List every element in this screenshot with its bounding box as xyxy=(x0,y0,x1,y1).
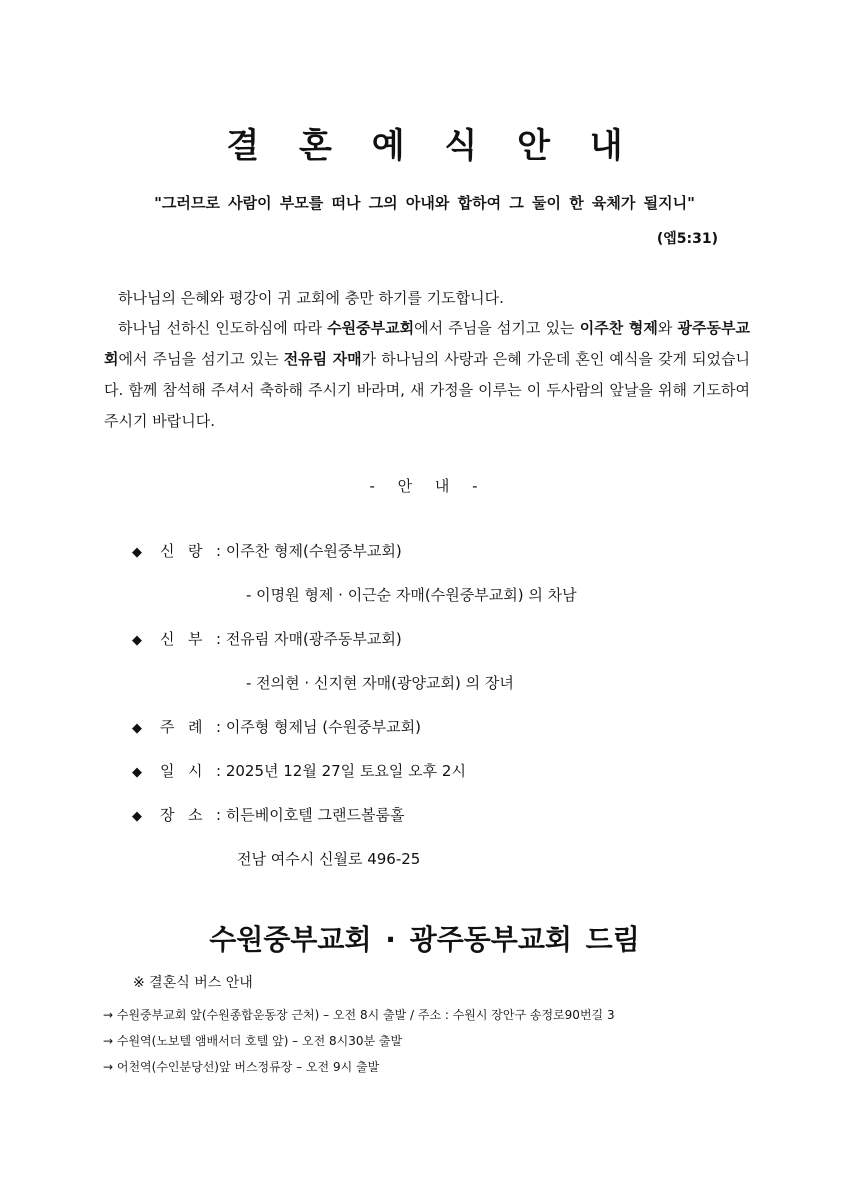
detail-label xyxy=(160,540,216,561)
document-title: 결 혼 예 식 안 내 xyxy=(226,126,637,166)
label-char: 례 xyxy=(188,718,203,736)
detail-value: : 이주형 형제님 (수원중부교회) xyxy=(216,718,421,736)
bus-info-heading: ※ 결혼식 버스 안내 xyxy=(133,975,253,991)
detail-row-officiant xyxy=(132,716,421,737)
detail-sub-groom-parents: - 이명원 형제 · 이근순 자매(수원중부교회) 의 차남 xyxy=(246,586,577,604)
body-paragraph xyxy=(104,313,750,437)
label-char: 일 xyxy=(160,762,175,780)
label-char: 신 xyxy=(160,542,175,560)
body-text-4: 에서 주님을 섬기고 있는 xyxy=(118,350,284,368)
detail-value: : 2025년 12월 27일 토요일 오후 2시 xyxy=(216,762,466,780)
diamond-bullet-icon: ◆ xyxy=(132,765,142,780)
verse-reference: (엡5:31) xyxy=(656,231,718,247)
body-text-3: 와 xyxy=(657,319,678,337)
diamond-bullet-icon: ◆ xyxy=(132,633,142,648)
greeting-text: 하나님의 은혜와 평강이 귀 교회에 충만 하기를 기도합니다. xyxy=(118,289,504,307)
bus-info-item: → 수원역(노보텔 앰배서더 호텔 앞) – 오전 8시30분 출발 xyxy=(103,1034,403,1048)
detail-value: : 이주찬 형제(수원중부교회) xyxy=(216,542,402,560)
detail-value: : 히든베이호텔 그랜드볼룸홀 xyxy=(216,806,405,824)
detail-label xyxy=(160,628,216,649)
info-heading: - 안 내 - xyxy=(369,477,480,495)
detail-row-bride xyxy=(132,628,402,649)
diamond-bullet-icon: ◆ xyxy=(132,721,142,736)
label-char: 소 xyxy=(188,806,203,824)
detail-sub-bride-parents: - 전의현 · 신지현 자매(광양교회) 의 장녀 xyxy=(246,674,514,692)
greeting-paragraph xyxy=(104,283,750,314)
bible-verse: "그러므로 사람이 부모를 떠나 그의 아내와 합하여 그 둘이 한 육체가 될지니" xyxy=(154,194,695,212)
detail-label xyxy=(160,804,216,825)
detail-row-venue xyxy=(132,804,404,825)
bride-name: 전유림 자매 xyxy=(283,350,362,368)
diamond-bullet-icon: ◆ xyxy=(132,809,142,824)
detail-row-groom xyxy=(132,540,402,561)
detail-row-datetime xyxy=(132,760,466,781)
label-char: 주 xyxy=(160,718,175,736)
bus-info-item: → 수원중부교회 앞(수원종합운동장 근처) – 오전 8시 출발 / 주소 : 수원시 장안구 송정로90번길 3 xyxy=(103,1008,615,1022)
body-text-2: 에서 주님을 섬기고 있는 xyxy=(414,319,580,337)
label-char: 랑 xyxy=(188,542,203,560)
label-char: 장 xyxy=(160,806,175,824)
detail-value: : 전유림 자매(광주동부교회) xyxy=(216,630,402,648)
label-char: 신 xyxy=(160,630,175,648)
signature: 수원중부교회 · 광주동부교회 드림 xyxy=(209,923,640,956)
detail-sub-venue-address: 전남 여수시 신월로 496-25 xyxy=(237,850,421,868)
body-text-5: 가 하나님의 사랑과 은혜 가운데 혼인 예식을 갖게 되었습니다. 함께 참석해 주셔서 축하해 주시기 바라며, 새 가정을 이루는 이 두사람의 앞날을 위해 기도하여 주시기 바랍니다. xyxy=(104,350,750,430)
diamond-bullet-icon: ◆ xyxy=(132,545,142,560)
label-char: 부 xyxy=(188,630,203,648)
label-char: 시 xyxy=(188,762,203,780)
bus-info-item: → 어천역(수인분당선)앞 버스정류장 – 오전 9시 출발 xyxy=(103,1060,380,1074)
groom-church: 수원중부교회 xyxy=(327,319,415,337)
groom-name: 이주찬 형제 xyxy=(579,319,658,337)
body-text-1: 하나님 선하신 인도하심에 따라 xyxy=(118,319,328,337)
detail-label xyxy=(160,716,216,737)
bride-church: 광주동부교회 xyxy=(104,319,750,368)
detail-label xyxy=(160,760,216,781)
